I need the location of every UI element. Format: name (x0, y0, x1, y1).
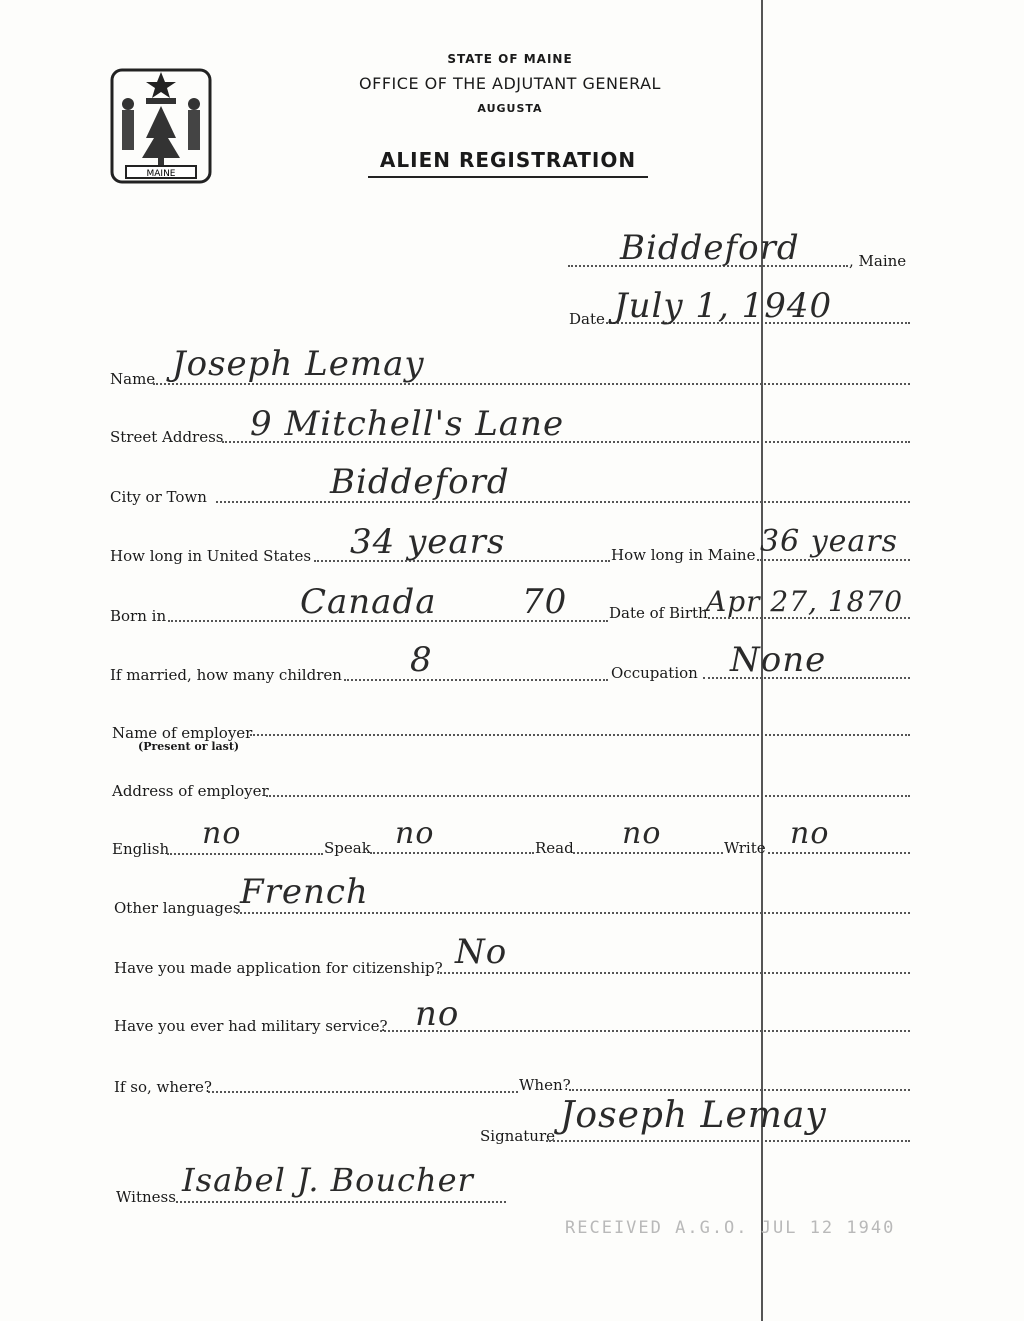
when-line (569, 1089, 910, 1091)
how-long-maine-label: How long in Maine (611, 546, 756, 564)
header-state: STATE OF MAINE (447, 52, 573, 66)
signature-value: Joseph Lemay (560, 1095, 827, 1136)
form-title: ALIEN REGISTRATION (368, 148, 648, 178)
employer-line (250, 734, 910, 736)
speak-label: Speak (324, 839, 371, 857)
date-label: Date (569, 310, 605, 328)
english-line (167, 853, 323, 855)
street-value: 9 Mitchell's Lane (250, 404, 565, 444)
occupation-value: None (730, 640, 827, 680)
other-languages-line (236, 912, 910, 914)
how-long-maine-value: 36 years (760, 524, 899, 559)
employer-sub-label: (Present or last) (138, 740, 240, 753)
military-value: no (415, 994, 460, 1034)
when-label: When? (519, 1076, 571, 1094)
other-languages-value: French (240, 872, 369, 912)
citizenship-value: No (455, 932, 508, 972)
witness-value: Isabel J. Boucher (182, 1161, 474, 1199)
read-label: Read (535, 839, 574, 857)
dob-label: Date of Birth (609, 604, 708, 622)
name-value: Joseph Lemay (172, 344, 425, 384)
town-value: Biddeford (620, 228, 800, 268)
maine-seal-icon (108, 66, 214, 186)
speak-value: no (395, 816, 435, 851)
where-label: If so, where? (114, 1078, 212, 1096)
received-stamp: RECEIVED A.G.O. JUL 12 1940 (565, 1218, 896, 1238)
witness-line (176, 1201, 506, 1203)
employer-address-line (266, 795, 910, 797)
signature-label: Signature (480, 1127, 556, 1145)
military-label: Have you ever had military service? (114, 1017, 388, 1035)
date-value: July 1, 1940 (614, 286, 833, 326)
city-line (216, 501, 910, 503)
employer-address-label: Address of employer (112, 782, 269, 800)
write-value: no (790, 816, 830, 851)
dob-value: Apr 27, 1870 (706, 585, 904, 618)
english-value: no (202, 816, 242, 851)
where-line (208, 1091, 518, 1093)
header-office: OFFICE OF THE ADJUTANT GENERAL (359, 74, 661, 93)
seal-text: MAINE (146, 169, 176, 179)
english-label: English (112, 840, 170, 858)
other-languages-label: Other languages (114, 899, 241, 917)
write-label: Write (724, 839, 766, 857)
read-value: no (622, 816, 662, 851)
employer-label: Name of employer (112, 724, 253, 742)
maine-label: , Maine (849, 252, 907, 270)
children-label: If married, how many children (110, 666, 342, 684)
name-label: Name (110, 370, 156, 388)
header-city: AUGUSTA (477, 102, 543, 115)
how-long-us-label: How long in United States (110, 547, 312, 565)
occupation-label: Occupation (611, 664, 698, 682)
city-value: Biddeford (330, 462, 510, 502)
signature-line (546, 1140, 910, 1142)
witness-label: Witness (116, 1188, 176, 1206)
citizenship-label: Have you made application for citizenship? (114, 959, 443, 977)
children-value: 8 (410, 640, 433, 680)
born-note-value: 70 (522, 582, 568, 622)
how-long-us-value: 34 years (350, 522, 506, 562)
children-line (344, 679, 608, 681)
military-line (380, 1030, 910, 1032)
born-in-label: Born in (110, 607, 167, 625)
citizenship-line (437, 972, 910, 974)
city-label: City or Town (110, 488, 207, 506)
street-label: Street Address (110, 428, 224, 446)
born-in-value: Canada (300, 582, 437, 622)
